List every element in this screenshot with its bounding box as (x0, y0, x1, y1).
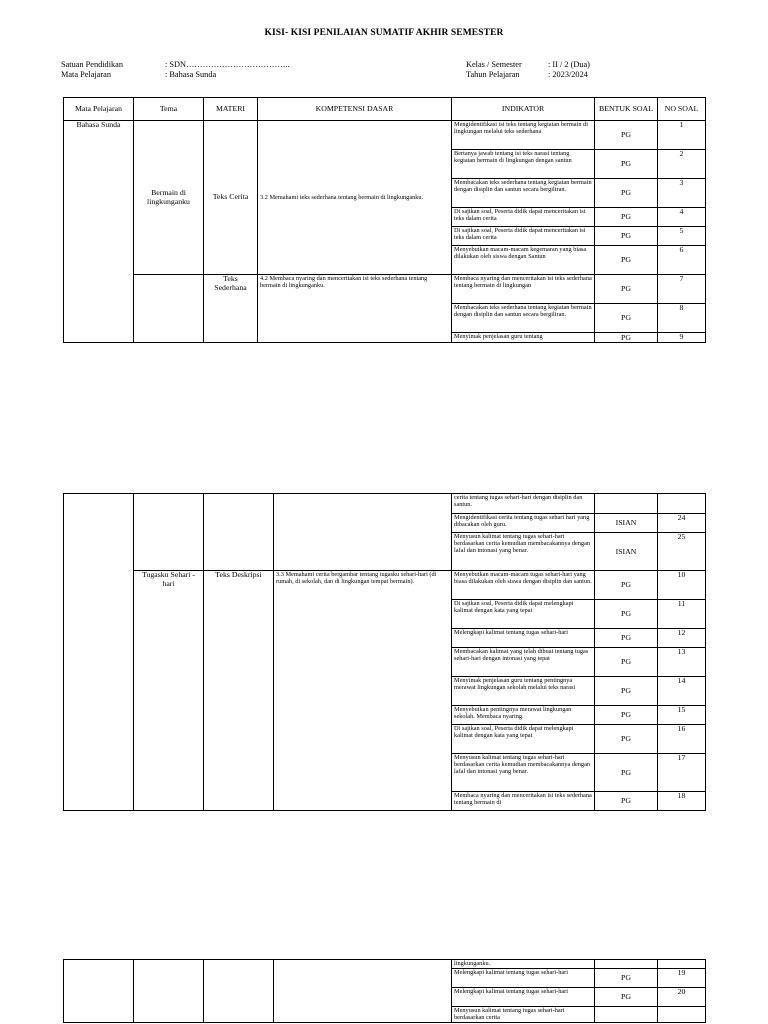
cell-no-soal: 2 (658, 150, 706, 179)
cell-indikator: lingkunganku. (452, 960, 595, 969)
cell-no-soal: 15 (658, 706, 706, 725)
cell-mata-pelajaran: Bahasa Sunda (64, 121, 134, 343)
cell-no-soal (658, 1007, 706, 1023)
cell-bentuk-soal: ISIAN (595, 533, 658, 571)
satuan-label: Satuan Pendidikan (61, 60, 123, 69)
cell-indikator: Menyebutkan pentingnya merawat lingkungan sekolah. Membaca nyaring. (452, 706, 595, 725)
cell-no-soal: 19 (658, 969, 706, 988)
cell-no-soal: 14 (658, 677, 706, 706)
cell-no-soal: 20 (658, 988, 706, 1007)
cell-materi: Teks Sederhana (204, 275, 258, 343)
cell-no-soal: 16 (658, 725, 706, 754)
cell-indikator: Membaca nyaring dan menceritakan isi teks sederhana tentang bermain di (452, 792, 595, 811)
cell-indikator: Bertanya jawab tentang isi teks narasi tentang kegiatan bermain di lingkungan dengan santun (452, 150, 595, 179)
cell-no-soal: 9 (658, 333, 706, 343)
cell-bentuk-soal: PG (595, 227, 658, 246)
cell-bentuk-soal (595, 494, 658, 514)
cell-no-soal: 5 (658, 227, 706, 246)
cell-indikator: Menyusun kalimat tentang tugas sehari-hari berdasarkan cerita kemudian membacakannya dengan lafal dan intonasi yang benar. (452, 533, 595, 571)
cell-bentuk-soal: PG (595, 969, 658, 988)
cell-indikator: Melengkapi kalimat tentang tugas sehari-hari (452, 988, 595, 1007)
header-tema: Tema (134, 98, 204, 121)
table-row (64, 494, 706, 514)
cell-indikator: Menyebutkan macam-macam tugas sehari-hari yang biasa dilakukan oleh siswa dengan disiplin dan santun. (452, 571, 595, 600)
cell-materi-empty (204, 494, 274, 571)
kisi-table-page-3 (63, 959, 706, 1023)
cell-bentuk-soal: PG (595, 754, 658, 792)
cell-tema-empty (134, 494, 204, 571)
cell-bentuk-soal (595, 1007, 658, 1023)
cell-mata-pelajaran-empty (64, 960, 134, 1023)
cell-indikator: cerita tentang tugas sehari-hari dengan disiplin dan santun. (452, 494, 595, 514)
meta-left (61, 60, 290, 80)
cell-tema: Tugasku Sehari - hari (134, 571, 204, 811)
cell-no-soal: 10 (658, 571, 706, 600)
document-title: KISI- KISI PENILAIAN SUMATIF AKHIR SEMESTER (264, 28, 504, 38)
tahun-value: : 2023/2024 (548, 70, 588, 79)
cell-bentuk-soal: PG (595, 333, 658, 343)
cell-bentuk-soal: PG (595, 706, 658, 725)
cell-no-soal: 7 (658, 275, 706, 304)
cell-tema: Bermain di lingkunganku (134, 121, 204, 275)
cell-bentuk-soal: PG (595, 571, 658, 600)
cell-bentuk-soal: PG (595, 304, 658, 333)
cell-indikator: Menyimak penjelasan guru tentang pentingnya merawat lingkungan sekolah melalui teks narasi (452, 677, 595, 706)
mapel-label: Mata Pelajaran (61, 70, 111, 79)
cell-bentuk-soal: PG (595, 600, 658, 629)
cell-bentuk-soal: PG (595, 150, 658, 179)
table-row (64, 960, 706, 969)
cell-kompetensi-dasar: 3.2 Memahami teks sederhana tentang bermain di lingkunganku. (258, 121, 452, 275)
mapel-value: : Bahasa Sunda (165, 70, 217, 79)
cell-no-soal: 1 (658, 121, 706, 150)
table-row (64, 275, 706, 304)
cell-indikator: Mengidentifikasi cerita tentang tugas sehari hari yang dibacakan oleh guru. (452, 514, 595, 533)
cell-indikator: Di sajikan soal, Peserta didik dapat melengkapi kalimat dengan kata yang tepat (452, 725, 595, 754)
cell-indikator: Mengidentifikasi isi teks tentang kegiatan bermain di lingkungan melalui teks sederhana (452, 121, 595, 150)
cell-indikator: Membaca nyaring dan menceritakan isi teks sederhana tentang bermain di lingkungan (452, 275, 595, 304)
cell-bentuk-soal: PG (595, 792, 658, 811)
meta-right (466, 60, 590, 80)
header-indikator: INDIKATOR (452, 98, 595, 121)
cell-indikator: Menyusun kalimat tentang tugas sehari-hari berdasarkan cerita (452, 1007, 595, 1023)
cell-materi-empty (204, 960, 274, 1023)
cell-kompetensi-dasar: 4.2 Membaca nyaring dan menceritakan isi teks sederhana tentang bermain di lingkunganku. (258, 275, 452, 343)
cell-indikator: Membacakan teks sederhana tentang kegiatan bermain dengan disiplin dan santun secara bergiliran. (452, 304, 595, 333)
cell-tema-empty (134, 275, 204, 343)
cell-no-soal: 6 (658, 246, 706, 275)
cell-no-soal: 13 (658, 648, 706, 677)
cell-indikator: Melengkapi kalimat tentang tugas sehari-hari (452, 629, 595, 648)
cell-materi: Teks Cerita (204, 121, 258, 275)
cell-indikator: Membacakan teks sederhana tentang kegiatan bermain dengan disiplin dan santun secara bergiliran. (452, 179, 595, 208)
cell-bentuk-soal (595, 960, 658, 969)
cell-bentuk-soal: PG (595, 275, 658, 304)
cell-kompetensi-dasar: 3.3 Memahami cerita bergambar tentang tugasku sehari-hari (di rumah, di sekolah, dan di lingkungan tempat bermain). (274, 571, 452, 811)
header-bentuk-soal: BENTUK SOAL (595, 98, 658, 121)
cell-bentuk-soal: PG (595, 677, 658, 706)
cell-bentuk-soal: ISIAN (595, 514, 658, 533)
cell-no-soal: 18 (658, 792, 706, 811)
cell-no-soal: 24 (658, 514, 706, 533)
kisi-table-page-1 (63, 97, 706, 343)
kisi-table-page-2 (63, 493, 706, 811)
cell-kompetensi-dasar-empty (274, 960, 452, 1023)
cell-no-soal: 25 (658, 533, 706, 571)
cell-indikator: Di sajikan soal, Peserta didik dapat menceritakan isi teks dalam cerita (452, 227, 595, 246)
header-kompetensi-dasar: KOMPETENSI DASAR (258, 98, 452, 121)
cell-bentuk-soal: PG (595, 648, 658, 677)
cell-bentuk-soal: PG (595, 208, 658, 227)
cell-indikator: Di sajikan soal, Peserta didik dapat melengkapi kalimat dengan kata yang tepat (452, 600, 595, 629)
cell-no-soal: 17 (658, 754, 706, 792)
table-row (64, 571, 706, 600)
header-no-soal: NO SOAL (658, 98, 706, 121)
kelas-label: Kelas / Semester (466, 60, 522, 69)
cell-bentuk-soal: PG (595, 179, 658, 208)
cell-bentuk-soal: PG (595, 629, 658, 648)
cell-indikator: Di sajikan soal, Peserta didik dapat menceritakan isi teks dalam cerita (452, 208, 595, 227)
cell-indikator: Menyebutkan macam-macam kegemaran yang biasa dilakukan oleh siswa dengan Santun (452, 246, 595, 275)
cell-no-soal (658, 494, 706, 514)
cell-no-soal: 11 (658, 600, 706, 629)
cell-bentuk-soal: PG (595, 121, 658, 150)
kelas-value: : II / 2 (Dua) (548, 60, 590, 69)
cell-bentuk-soal: PG (595, 725, 658, 754)
table-header-row (64, 98, 706, 121)
cell-indikator: Melengkapi kalimat tentang tugas sehari-hari (452, 969, 595, 988)
cell-no-soal (658, 960, 706, 969)
cell-tema-empty (134, 960, 204, 1023)
cell-no-soal: 8 (658, 304, 706, 333)
cell-kompetensi-dasar-empty (274, 494, 452, 571)
header-materi: MATERI (204, 98, 258, 121)
cell-no-soal: 12 (658, 629, 706, 648)
cell-bentuk-soal: PG (595, 246, 658, 275)
tahun-label: Tahun Pelajaran (466, 70, 520, 79)
cell-indikator: Menyusun kalimat tentang tugas sehari-hari berdasarkan cerita kemudian membacakannya dengan lafal dan intonasi yang benar. (452, 754, 595, 792)
cell-mata-pelajaran-empty (64, 494, 134, 811)
cell-indikator: Menyimak penjelasan guru tentang (452, 333, 595, 343)
cell-bentuk-soal: PG (595, 988, 658, 1007)
cell-no-soal: 4 (658, 208, 706, 227)
cell-no-soal: 3 (658, 179, 706, 208)
cell-indikator: Membacakan kalimat yang telah dibuat tentang tugas sehari-hari dengan intonasi yang tepat (452, 648, 595, 677)
table-row (64, 121, 706, 150)
cell-materi: Teks Deskripsi (204, 571, 274, 811)
header-mata-pelajaran: Mata Pelajaran (64, 98, 134, 121)
satuan-value: : SDN……………………………….. (165, 60, 290, 69)
